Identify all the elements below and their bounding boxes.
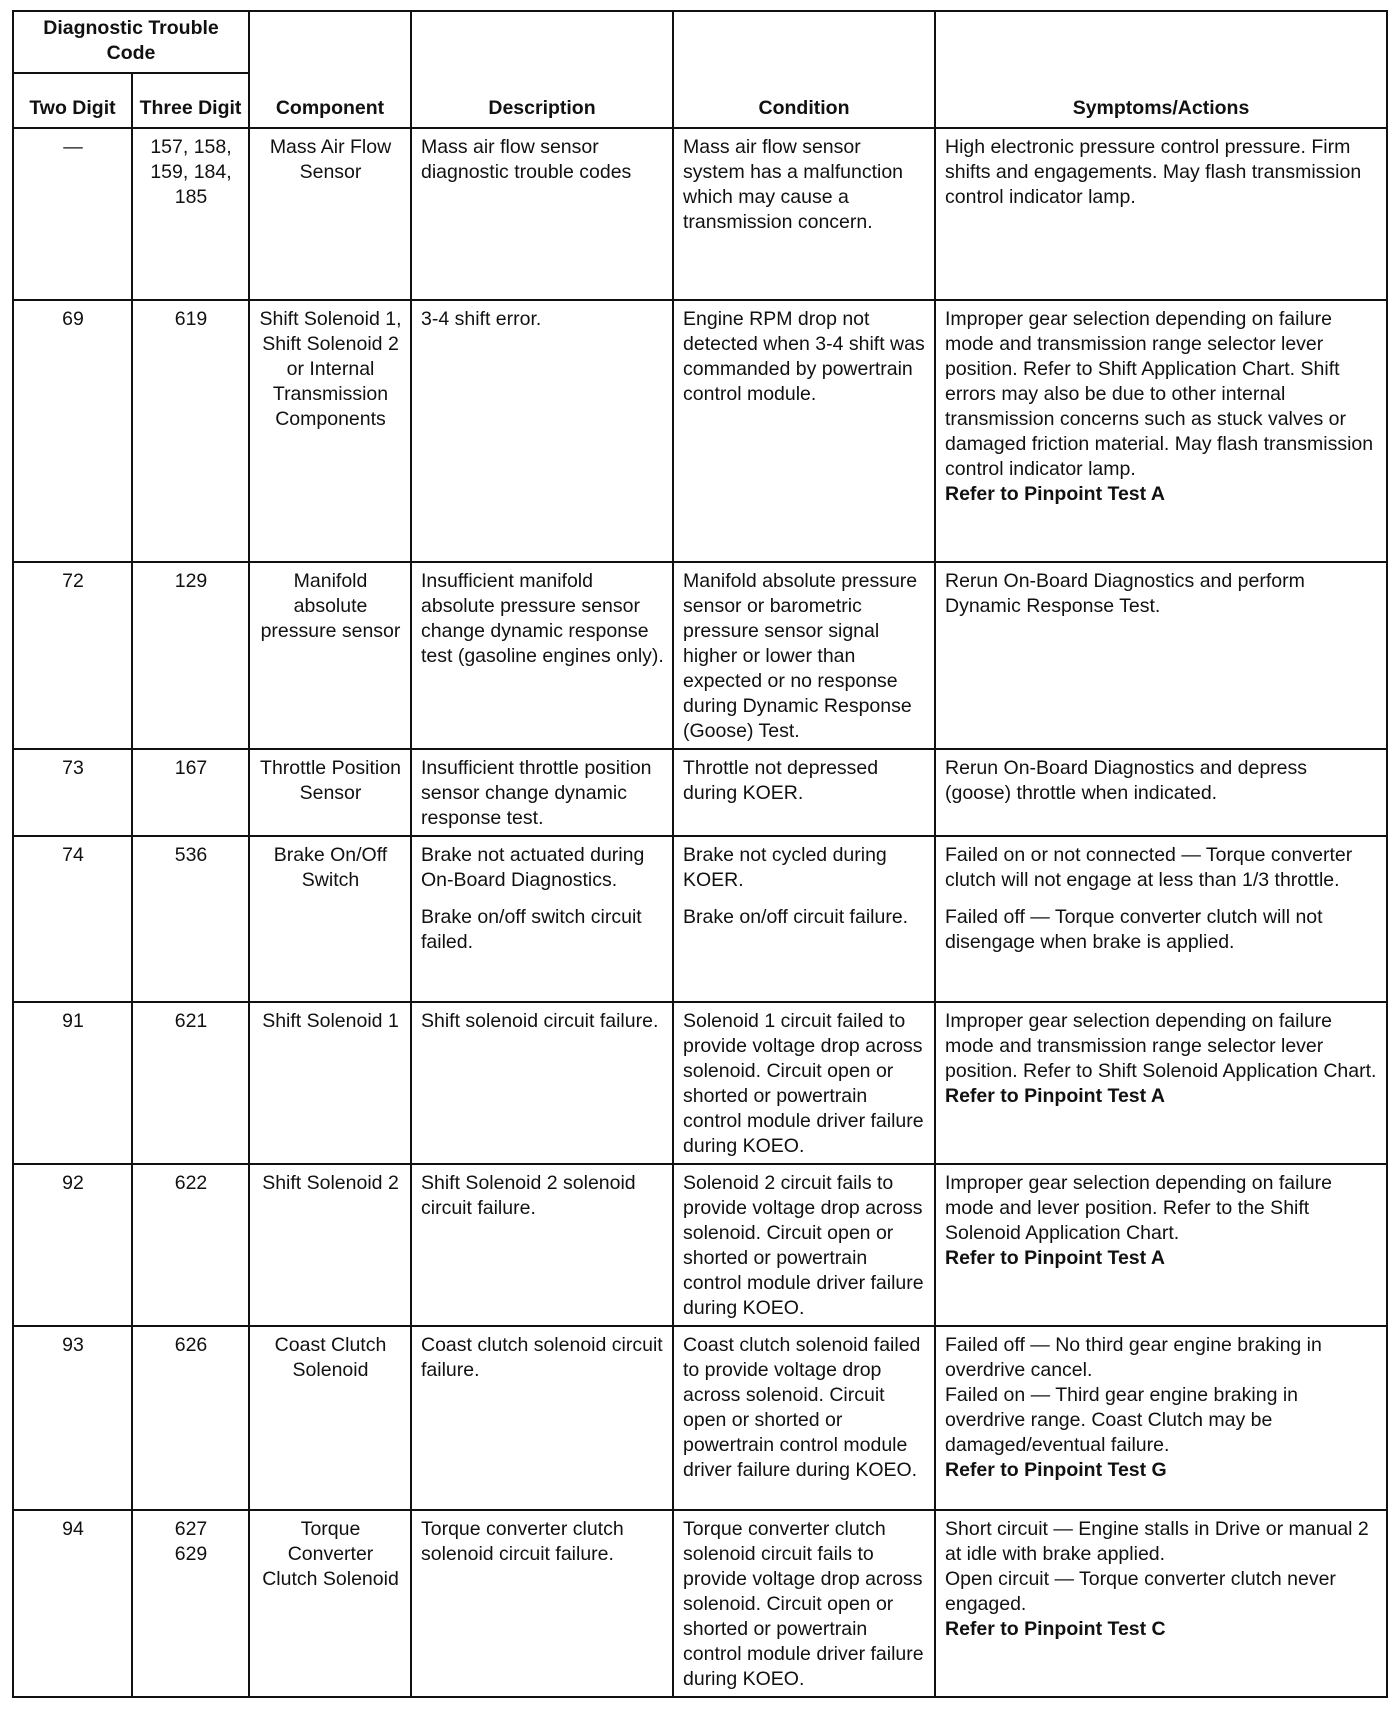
three-digit-cell [132, 1510, 249, 1697]
three-digit-header: Three Digit [132, 73, 249, 128]
table-row [13, 836, 1387, 1002]
symptoms-cell: Rerun On-Board Diagnostics and depress (goose) throttle when indicated. [935, 749, 1387, 836]
condition-cell: Engine RPM drop not detected when 3-4 shift was commanded by powertrain control module. [673, 300, 935, 562]
three-digit-cell: 157, 158, 159, 184, 185 [132, 128, 249, 300]
symptoms-header: Symptoms/Actions [935, 11, 1387, 128]
two-digit-cell: 93 [13, 1326, 132, 1510]
condition-cell: Throttle not depressed during KOER. [673, 749, 935, 836]
component-cell: Coast Clutch Solenoid [249, 1326, 411, 1510]
three-digit-cell: 626 [132, 1326, 249, 1510]
component-cell: Torque Converter Clutch Solenoid [249, 1510, 411, 1697]
description-cell: Shift Solenoid 2 solenoid circuit failure. [411, 1164, 673, 1326]
three-digit-code: 629 [174, 1543, 208, 1565]
description-cell: Mass air flow sensor diagnostic trouble codes [411, 128, 673, 300]
symptoms-text: Failed on or not connected — Torque converter clutch will not engage at less than 1/3 throttle. [945, 844, 1353, 891]
condition-cell: Manifold absolute pressure sensor or barometric pressure sensor signal higher or lower than expected or no response during Dynamic Response (Goose) Test. [673, 562, 935, 749]
description-text: Brake not actuated during On-Board Diagnostics. [421, 844, 645, 891]
component-cell: Shift Solenoid 1, Shift Solenoid 2 or Internal Transmission Components [249, 300, 411, 562]
component-header: Component [249, 11, 411, 128]
component-cell: Mass Air Flow Sensor [249, 128, 411, 300]
table-row [13, 749, 1387, 836]
two-digit-header: Two Digit [13, 73, 132, 128]
three-digit-cell: 129 [132, 562, 249, 749]
symptoms-cell: High electronic pressure control pressure. Firm shifts and engagements. May flash transmission control indicator lamp. [935, 128, 1387, 300]
pinpoint-test-ref: Refer to Pinpoint Test A [945, 483, 1165, 505]
description-cell [411, 836, 673, 1002]
two-digit-cell: 92 [13, 1164, 132, 1326]
symptoms-text: Failed off — Torque converter clutch will not disengage when brake is applied. [945, 906, 1323, 953]
three-digit-cell: 167 [132, 749, 249, 836]
two-digit-cell: 73 [13, 749, 132, 836]
symptoms-text: Short circuit — Engine stalls in Drive or manual 2 at idle with brake applied. [945, 1518, 1369, 1565]
symptoms-text: Improper gear selection depending on failure mode and transmission range selector lever position. Refer to Shift Solenoid Application Chart. [945, 1010, 1377, 1082]
symptoms-cell: Rerun On-Board Diagnostics and perform Dynamic Response Test. [935, 562, 1387, 749]
table-row [13, 562, 1387, 749]
description-header: Description [411, 11, 673, 128]
three-digit-code: 627 [174, 1518, 208, 1540]
pinpoint-test-ref: Refer to Pinpoint Test C [945, 1618, 1166, 1640]
symptoms-text: Failed on — Third gear engine braking in overdrive range. Coast Clutch may be damaged/eventual failure. [945, 1384, 1299, 1456]
pinpoint-test-ref: Refer to Pinpoint Test A [945, 1085, 1165, 1107]
table-row [13, 1164, 1387, 1326]
description-cell: Insufficient throttle position sensor change dynamic response test. [411, 749, 673, 836]
symptoms-cell [935, 300, 1387, 562]
condition-cell: Torque converter clutch solenoid circuit fails to provide voltage drop across solenoid. Circuit open or shorted or powertrain control module driver failure during KOEO. [673, 1510, 935, 1697]
table-row [13, 1510, 1387, 1697]
pinpoint-test-ref: Refer to Pinpoint Test A [945, 1247, 1165, 1269]
dtc-group-header: Diagnostic Trouble Code [13, 11, 249, 73]
symptoms-cell [935, 1164, 1387, 1326]
three-digit-cell: 622 [132, 1164, 249, 1326]
component-cell: Shift Solenoid 1 [249, 1002, 411, 1164]
table-row [13, 1002, 1387, 1164]
two-digit-cell: 91 [13, 1002, 132, 1164]
symptoms-cell [935, 1002, 1387, 1164]
description-cell: 3-4 shift error. [411, 300, 673, 562]
symptoms-text: Improper gear selection depending on failure mode and transmission range selector lever position. Refer to Shift Application Chart. Shift errors may also be due to other internal transmission concerns such as stuck valves or damaged friction material. May flash transmission control indicator lamp. [945, 308, 1374, 480]
three-digit-cell: 536 [132, 836, 249, 1002]
two-digit-cell: 69 [13, 300, 132, 562]
component-cell: Brake On/Off Switch [249, 836, 411, 1002]
dtc-table [12, 10, 1388, 1698]
component-cell: Manifold absolute pressure sensor [249, 562, 411, 749]
condition-cell: Coast clutch solenoid failed to provide voltage drop across solenoid. Circuit open or shorted or powertrain control module driver failure during KOEO. [673, 1326, 935, 1510]
pinpoint-test-ref: Refer to Pinpoint Test G [945, 1459, 1167, 1481]
condition-cell: Solenoid 1 circuit failed to provide voltage drop across solenoid. Circuit open or shorted or powertrain control module driver failure during KOEO. [673, 1002, 935, 1164]
description-cell: Insufficient manifold absolute pressure sensor change dynamic response test (gasoline engines only). [411, 562, 673, 749]
three-digit-cell: 619 [132, 300, 249, 562]
description-text: Brake on/off switch circuit failed. [421, 906, 642, 953]
condition-cell [673, 836, 935, 1002]
two-digit-cell: 94 [13, 1510, 132, 1697]
condition-text: Brake not cycled during KOER. [683, 844, 887, 891]
table-row [13, 300, 1387, 562]
table-row [13, 1326, 1387, 1510]
description-cell: Torque converter clutch solenoid circuit failure. [411, 1510, 673, 1697]
symptoms-text: Failed off — No third gear engine braking in overdrive cancel. [945, 1334, 1322, 1381]
description-cell: Shift solenoid circuit failure. [411, 1002, 673, 1164]
table-row [13, 128, 1387, 300]
two-digit-cell: 74 [13, 836, 132, 1002]
two-digit-cell: 72 [13, 562, 132, 749]
component-cell: Shift Solenoid 2 [249, 1164, 411, 1326]
symptoms-text: Improper gear selection depending on failure mode and lever position. Refer to the Shift Solenoid Application Chart. [945, 1172, 1333, 1244]
two-digit-cell: — [13, 128, 132, 300]
symptoms-cell [935, 1326, 1387, 1510]
symptoms-cell [935, 836, 1387, 1002]
condition-cell: Solenoid 2 circuit fails to provide voltage drop across solenoid. Circuit open or shorted or powertrain control module driver failure during KOEO. [673, 1164, 935, 1326]
symptoms-text: Open circuit — Torque converter clutch never engaged. [945, 1568, 1336, 1615]
three-digit-cell: 621 [132, 1002, 249, 1164]
symptoms-cell [935, 1510, 1387, 1697]
condition-header: Condition [673, 11, 935, 128]
description-cell: Coast clutch solenoid circuit failure. [411, 1326, 673, 1510]
condition-cell: Mass air flow sensor system has a malfunction which may cause a transmission concern. [673, 128, 935, 300]
component-cell: Throttle Position Sensor [249, 749, 411, 836]
condition-text: Brake on/off circuit failure. [683, 906, 909, 928]
